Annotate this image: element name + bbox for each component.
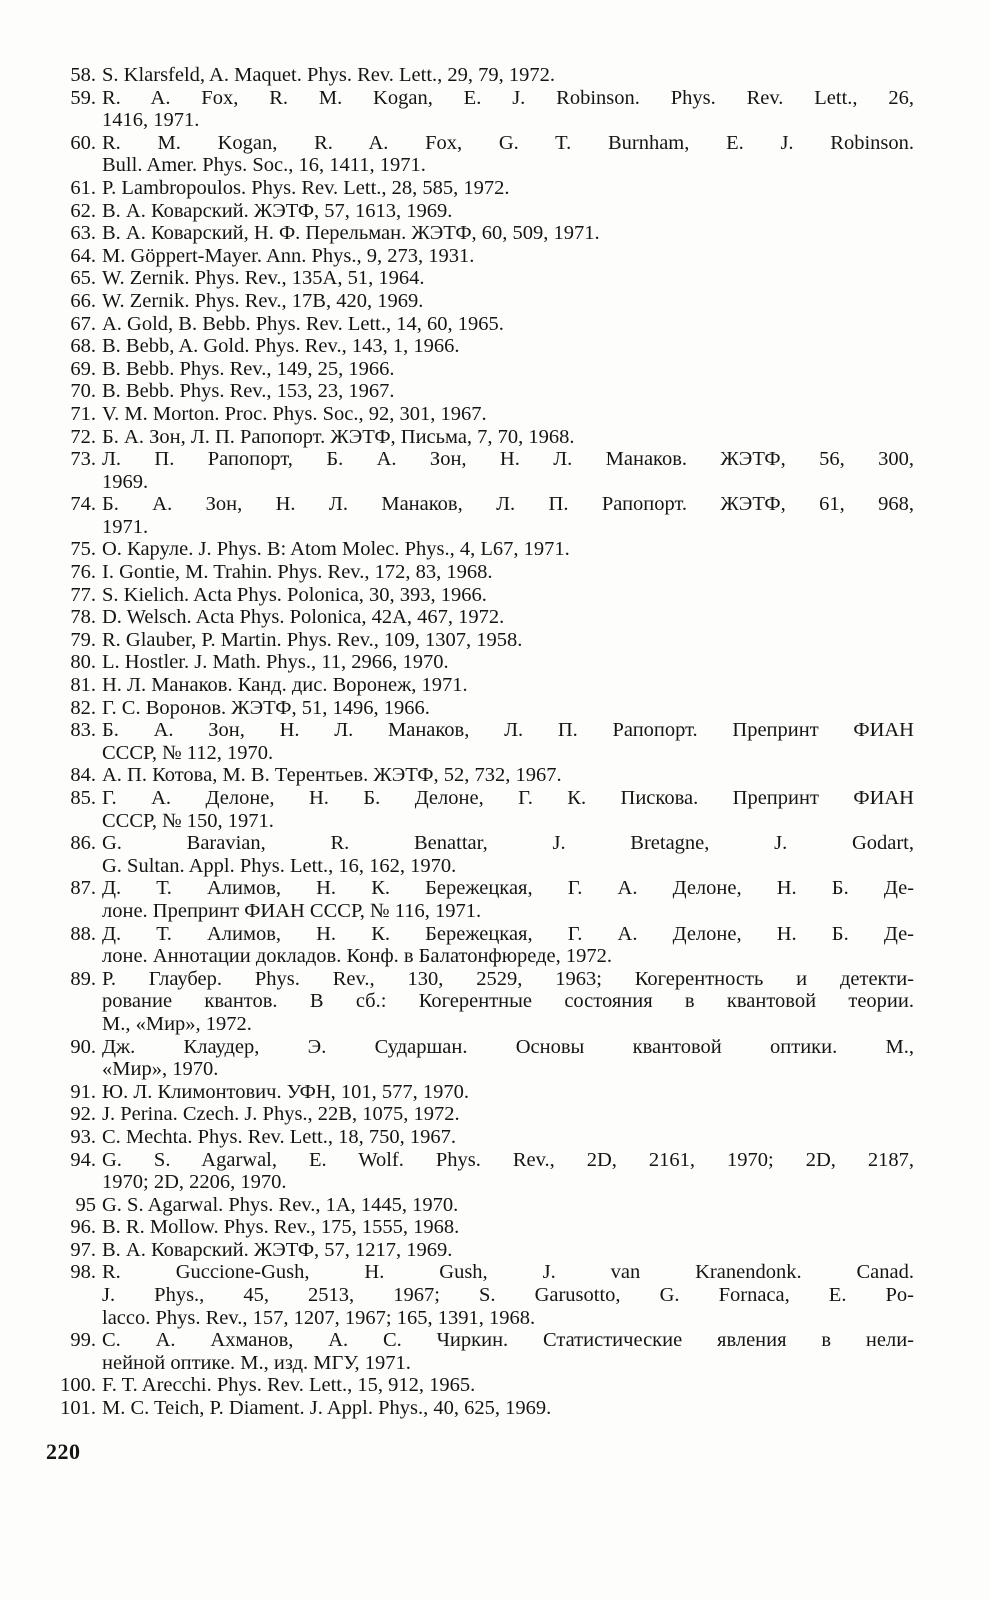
reference-text [102,968,914,1036]
reference-number: 94. [70,1148,96,1171]
reference-line: 1416, 1971. [102,109,200,132]
reference-line: А. П. Котова, М. В. Терентьев. ЖЭТФ, 52, 732, 1967. [102,764,562,787]
reference-line: W. Zernik. Phys. Rev., 135A, 51, 1964. [102,267,425,290]
reference-line: S. Kielich. Acta Phys. Polonica, 30, 393, 1966. [102,583,487,606]
reference-line: C. Mechta. Phys. Rev. Lett., 18, 750, 1967. [102,1125,456,1148]
reference-text [102,1126,914,1149]
reference-line: B. R. Mollow. Phys. Rev., 175, 1555, 1968. [102,1216,460,1239]
reference-number: 77. [70,583,96,606]
reference-text [102,200,914,223]
reference-line: Д. Т. Алимов, Н. К. Бережецкая, Г. А. Делоне, Н. Б. Де- [102,877,914,900]
reference-number: 99. [70,1329,96,1352]
reference-line: СССР, № 150, 1971. [102,809,274,832]
reference-text [102,1261,914,1329]
reference-number: 68. [70,335,96,358]
reference-number: 83. [70,719,96,742]
reference-line: М., «Мир», 1972. [102,1012,252,1035]
reference-line: L. Hostler. J. Math. Phys., 11, 2966, 1970. [102,651,449,674]
reference-text [102,606,914,629]
reference-line: R. Guccione-Gush, H. Gush, J. van Kranendonk. Canad. [102,1261,914,1284]
reference-line: G. S. Agarwal, E. Wolf. Phys. Rev., 2D, 2161, 1970; 2D, 2187, [102,1148,914,1171]
reference-line: Б. А. Зон, Н. Л. Манаков, Л. П. Рапопорт. ЖЭТФ, 61, 968, [102,493,914,516]
reference-item [44,426,914,449]
reference-item [44,1036,914,1081]
reference-text [102,1103,914,1126]
reference-number: 86. [70,832,96,855]
reference-line: I. Gontie, M. Trahin. Phys. Rev., 172, 83, 1968. [102,561,493,584]
reference-item [44,64,914,87]
reference-text [102,448,914,493]
reference-item [44,493,914,538]
reference-line: Н. Л. Манаков. Канд. дис. Воронеж, 1971. [102,674,468,697]
reference-line: W. Zernik. Phys. Rev., 17B, 420, 1969. [102,289,424,312]
reference-text [102,923,914,968]
reference-number: 90. [70,1035,96,1058]
reference-number: 96. [70,1216,96,1239]
reference-number: 72. [70,425,96,448]
reference-line: СССР, № 112, 1970. [102,741,274,764]
reference-item [44,380,914,403]
reference-line: V. M. Morton. Proc. Phys. Soc., 92, 301, 1967. [102,402,487,425]
reference-item [44,606,914,629]
reference-text [102,64,914,87]
reference-number: 71. [70,402,96,425]
reference-line: J. Phys., 45, 2513, 1967; S. Garusotto, G. Fornaca, E. Po- [102,1284,914,1307]
reference-line: С. А. Ахманов, А. С. Чиркин. Статистические явления в нели- [102,1329,914,1352]
reference-item [44,651,914,674]
reference-text [102,1239,914,1262]
reference-line: Д. Т. Алимов, Н. К. Бережецкая, Г. А. Делоне, Н. Б. Де- [102,922,914,945]
reference-item [44,1397,914,1420]
reference-text [102,426,914,449]
reference-item [44,177,914,200]
reference-number: 76. [70,561,96,584]
reference-number: 69. [70,357,96,380]
reference-text [102,358,914,381]
reference-item [44,1374,914,1397]
reference-text [102,719,914,764]
reference-text [102,1374,914,1397]
reference-item [44,787,914,832]
reference-line: Б. А. Зон, Н. Л. Манаков, Л. П. Рапопорт. Препринт ФИАН [102,719,914,742]
reference-text [102,1194,914,1217]
reference-item [44,313,914,336]
reference-number: 73. [70,448,96,471]
reference-text [102,1216,914,1239]
reference-line: G. Sultan. Appl. Phys. Lett., 16, 162, 1970. [102,854,457,877]
reference-text [102,1397,914,1420]
reference-text [102,1149,914,1194]
reference-line: В. А. Коварский. ЖЭТФ, 57, 1613, 1969. [102,199,453,222]
reference-number: 61. [70,176,96,199]
reference-line: R. Glauber, P. Martin. Phys. Rev., 109, 1307, 1958. [102,628,523,651]
reference-number: 79. [70,628,96,651]
reference-item [44,1194,914,1217]
reference-item [44,764,914,787]
reference-number: 87. [70,877,96,900]
reference-number: 62. [70,199,96,222]
reference-item [44,584,914,607]
reference-line: F. T. Arecchi. Phys. Rev. Lett., 15, 912, 1965. [102,1374,476,1397]
reference-line: лоне. Препринт ФИАН СССР, № 116, 1971. [102,899,482,922]
reference-number: 82. [70,696,96,719]
reference-line: B. Bebb, A. Gold. Phys. Rev., 143, 1, 1966. [102,335,460,358]
reference-item [44,222,914,245]
reference-item [44,403,914,426]
reference-line: О. Каруле. J. Phys. B: Atom Molec. Phys., 4, L67, 1971. [102,538,570,561]
reference-item [44,923,914,968]
reference-text [102,1036,914,1081]
reference-text [102,380,914,403]
reference-line: S. Klarsfeld, A. Maquet. Phys. Rev. Lett., 29, 79, 1972. [102,64,556,86]
reference-item [44,267,914,290]
reference-text [102,697,914,720]
reference-line: «Мир», 1970. [102,1058,219,1081]
reference-line: Р. Глаубер. Phys. Rev., 130, 2529, 1963; Когерентность и детекти- [102,967,914,990]
reference-text [102,267,914,290]
reference-text [102,651,914,674]
reference-line: P. Lambropoulos. Phys. Rev. Lett., 28, 585, 1972. [102,176,510,199]
reference-line: лоне. Аннотации докладов. Конф. в Балатонфюреде, 1972. [102,945,612,968]
reference-line: B. Bebb. Phys. Rev., 153, 23, 1967. [102,380,395,403]
reference-line: Б. А. Зон, Л. П. Рапопорт. ЖЭТФ, Письма, 7, 70, 1968. [102,425,575,448]
reference-number: 88. [70,922,96,945]
reference-item [44,561,914,584]
reference-text [102,629,914,652]
reference-line: B. Bebb. Phys. Rev., 149, 25, 1966. [102,357,395,380]
reference-number: 78. [70,606,96,629]
reference-line: G. S. Agarwal. Phys. Rev., 1A, 1445, 1970. [102,1193,459,1216]
reference-number: 67. [70,312,96,335]
reference-line: В. А. Коварский. ЖЭТФ, 57, 1217, 1969. [102,1238,453,1261]
reference-number: 98. [70,1261,96,1284]
page-number: 220 [46,1439,81,1464]
reference-number: 59. [70,86,96,109]
reference-text [102,493,914,538]
reference-text [102,584,914,607]
reference-line: рование квантов. В сб.: Когерентные состояния в квантовой теории. [102,990,914,1013]
reference-number: 89. [70,967,96,990]
reference-text [102,674,914,697]
reference-number: 84. [70,764,96,787]
reference-line: R. A. Fox, R. M. Kogan, E. J. Robinson. Phys. Rev. Lett., 26, [102,86,914,109]
reference-item [44,358,914,381]
reference-number: 60. [70,131,96,154]
reference-line: Г. А. Делоне, Н. Б. Делоне, Г. К. Пискова. Препринт ФИАН [102,787,914,809]
reference-item [44,968,914,1036]
reference-item [44,1081,914,1104]
reference-text [102,787,914,832]
reference-list [44,64,914,1420]
reference-line: 1971. [102,515,149,538]
reference-line: нейной оптике. М., изд. МГУ, 1971. [102,1351,411,1374]
reference-line: Ю. Л. Климонтович. УФН, 101, 577, 1970. [102,1080,470,1103]
reference-item [44,448,914,493]
reference-item [44,1261,914,1329]
reference-number: 97. [70,1238,96,1261]
reference-number: 65. [70,267,96,290]
reference-text [102,1081,914,1104]
reference-line: A. Gold, B. Bebb. Phys. Rev. Lett., 14, 60, 1965. [102,312,504,335]
reference-item [44,538,914,561]
reference-line: В. А. Коварский, Н. Ф. Перельман. ЖЭТФ, 60, 509, 1971. [102,222,600,245]
reference-text [102,87,914,132]
reference-item [44,245,914,268]
reference-line: Дж. Клаудер, Э. Сударшан. Основы квантовой оптики. М., [102,1035,914,1058]
reference-line: M. C. Teich, P. Diament. J. Appl. Phys., 40, 625, 1969. [102,1397,552,1420]
reference-item [44,132,914,177]
reference-text [102,877,914,922]
reference-text [102,538,914,561]
reference-number: 63. [70,222,96,245]
reference-text [102,177,914,200]
reference-line: 1970; 2D, 2206, 1970. [102,1171,287,1194]
reference-item [44,1216,914,1239]
reference-number: 66. [70,289,96,312]
reference-item [44,877,914,922]
reference-number: 101. [60,1397,96,1420]
reference-line: M. Göppert-Mayer. Ann. Phys., 9, 273, 1931. [102,244,475,267]
reference-text [102,222,914,245]
reference-number: 92. [70,1103,96,1126]
reference-item [44,200,914,223]
reference-item [44,629,914,652]
reference-line: D. Welsch. Acta Phys. Polonica, 42A, 467, 1972. [102,606,505,629]
reference-line: 1969. [102,470,149,493]
reference-number: 85. [70,787,96,809]
reference-line: Bull. Amer. Phys. Soc., 16, 1411, 1971. [102,154,426,177]
reference-text [102,764,914,787]
reference-text [102,290,914,313]
reference-item [44,697,914,720]
reference-text [102,561,914,584]
reference-item [44,1103,914,1126]
reference-item [44,719,914,764]
reference-item [44,335,914,358]
reference-item [44,832,914,877]
reference-item [44,1329,914,1374]
reference-number: 95 [75,1193,96,1216]
reference-text [102,403,914,426]
reference-number: 75. [70,538,96,561]
reference-number: 64. [70,244,96,267]
reference-number: 100. [60,1374,96,1397]
reference-number: 70. [70,380,96,403]
reference-text [102,132,914,177]
reference-item [44,290,914,313]
reference-number: 80. [70,651,96,674]
reference-item [44,674,914,697]
reference-item [44,87,914,132]
reference-line: lacco. Phys. Rev., 157, 1207, 1967; 165, 1391, 1968. [102,1306,536,1329]
reference-number: 91. [70,1080,96,1103]
reference-line: Л. П. Рапопорт, Б. А. Зон, Н. Л. Манаков. ЖЭТФ, 56, 300, [102,448,914,471]
reference-line: G. Baravian, R. Benattar, J. Bretagne, J. Godart, [102,832,914,855]
reference-number: 74. [70,493,96,516]
reference-item [44,1126,914,1149]
reference-number: 58. [70,64,96,86]
reference-text [102,832,914,877]
reference-item [44,1149,914,1194]
reference-text [102,245,914,268]
reference-line: J. Perina. Czech. J. Phys., 22B, 1075, 1972. [102,1103,460,1126]
reference-text [102,1329,914,1374]
reference-item [44,1239,914,1262]
reference-text [102,313,914,336]
reference-line: R. M. Kogan, R. A. Fox, G. T. Burnham, E. J. Robinson. [102,131,914,154]
reference-text [102,335,914,358]
reference-number: 81. [70,674,96,697]
reference-number: 93. [70,1125,96,1148]
reference-line: Г. С. Воронов. ЖЭТФ, 51, 1496, 1966. [102,696,430,719]
